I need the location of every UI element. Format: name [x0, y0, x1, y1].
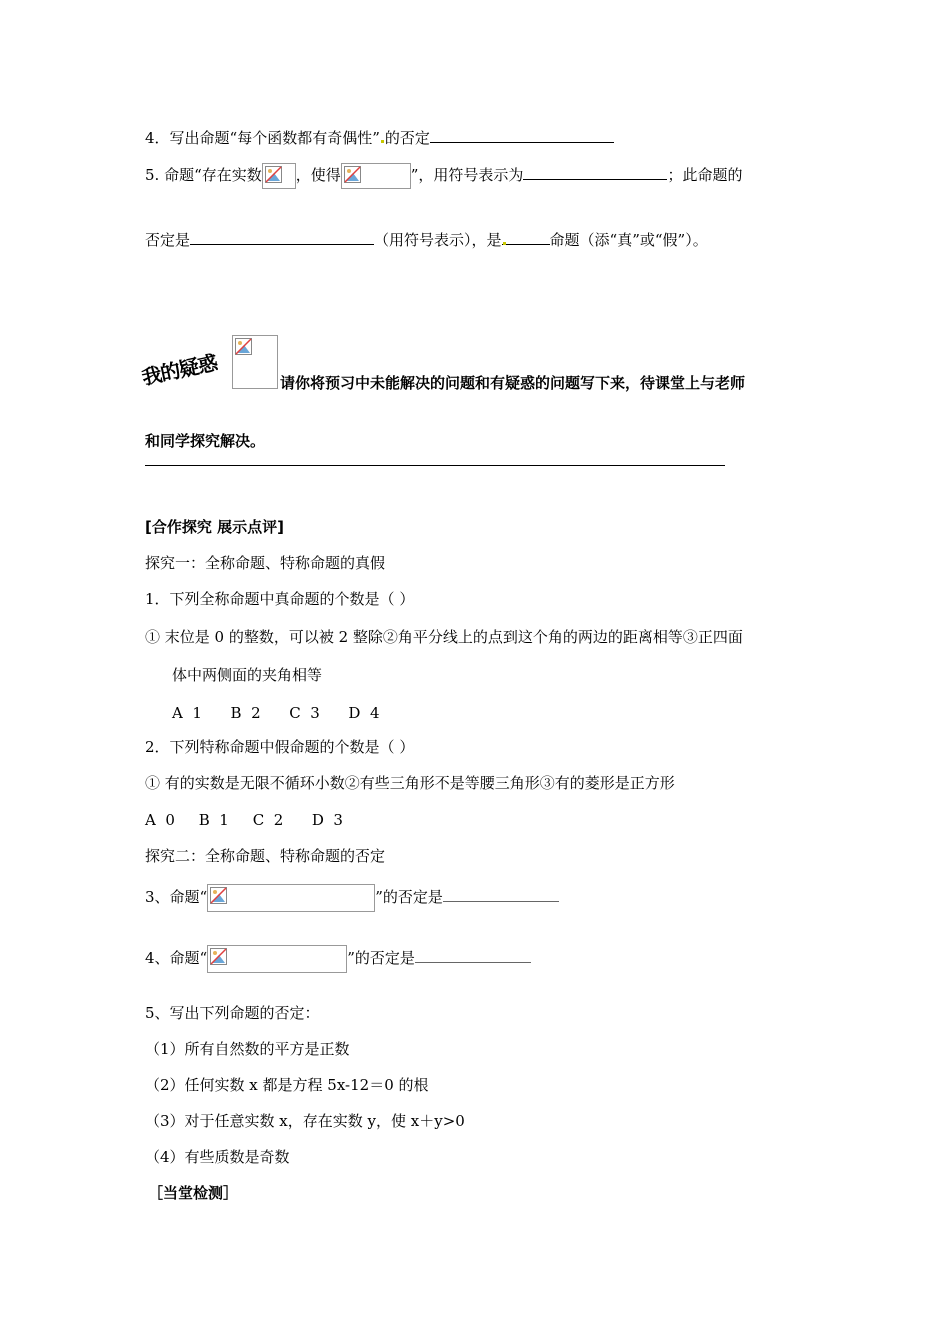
formula-image	[341, 163, 411, 189]
answer-blank	[443, 887, 559, 902]
question-1: 1．下列全称命题中真命题的个数是（ ）	[145, 590, 415, 608]
marker-dot	[503, 242, 506, 245]
question-2-options: A 0 B 1 C 2 D 3	[145, 811, 343, 829]
doubts-logo: 我的疑惑	[139, 350, 219, 390]
question-1-items-cont: 体中两侧面的夹角相等	[172, 666, 323, 684]
formula-image	[207, 884, 375, 912]
check-title: ［当堂检测］	[148, 1184, 239, 1202]
broken-image-icon	[210, 887, 227, 904]
formula-image	[207, 945, 347, 973]
section-title: [合作探究 展示点评]	[145, 518, 284, 536]
question-5-item: （2）任何实数 x 都是方程 5x-12＝0 的根	[145, 1076, 429, 1094]
answer-blank	[430, 128, 614, 143]
explore-1-title: 探究一：全称命题、特称命题的真假	[145, 554, 386, 572]
question-2-items: ① 有的实数是无限不循环小数②有些三角形不是等腰三角形③有的菱形是正方形	[145, 774, 675, 792]
explore-2-title: 探究二：全称命题、特称命题的否定	[145, 847, 386, 865]
marker-dot	[381, 140, 384, 143]
doubts-text: 请你将预习中未能解决的问题和有疑惑的问题写下来，待课堂上与老师	[280, 374, 746, 392]
question-5-item: （1）所有自然数的平方是正数	[145, 1040, 350, 1058]
answer-blank	[523, 165, 667, 180]
answer-line	[145, 465, 725, 466]
question-5-item: （3）对于任意实数 x，存在实数 y，使 x＋y>0	[145, 1112, 465, 1130]
prev-question-5-cont: 否定是 （用符号表示），是 命题（添“真”或“假”）。	[145, 231, 708, 249]
question-1-options: A 1 B 2 C 3 D 4	[172, 704, 380, 722]
broken-image-icon	[210, 948, 227, 965]
answer-blank	[415, 948, 531, 963]
broken-image-icon	[235, 338, 252, 355]
doubts-text-cont: 和同学探究解决。	[145, 432, 266, 450]
question-2: 2．下列特称命题中假命题的个数是（ ）	[145, 738, 415, 756]
broken-image-icon	[265, 166, 282, 183]
formula-image	[262, 163, 296, 189]
doubts-image	[232, 335, 278, 389]
question-1-items: ① 末位是 0 的整数，可以被 2 整除②角平分线上的点到这个角的两边的距离相等③正四面	[145, 628, 743, 646]
answer-blank	[502, 230, 550, 245]
prev-question-4: 4．写出命题“每个函数都有奇偶性” 的否定	[145, 128, 614, 148]
prev-question-5: 5. 命题“存在实数 ，使得 ”，用符号表示为 ；此命题的	[145, 163, 742, 189]
question-5: 5、写出下列命题的否定：	[145, 1004, 320, 1022]
question-3: 3、命题“ ”的否定是	[145, 884, 559, 912]
answer-blank	[190, 230, 374, 245]
question-4: 4、命题“ ”的否定是	[145, 945, 531, 973]
question-5-item: （4）有些质数是奇数	[145, 1148, 290, 1166]
broken-image-icon	[344, 166, 361, 183]
